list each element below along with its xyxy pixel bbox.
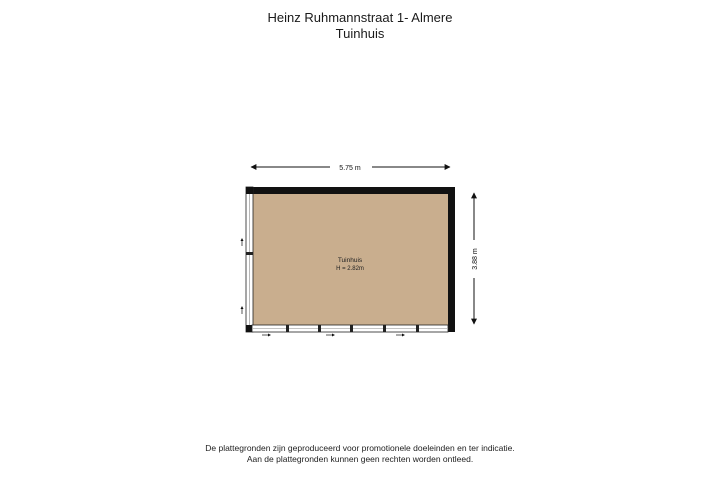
- disclaimer: [0, 443, 720, 465]
- width-dimension-label: 5.75 m: [339, 165, 361, 172]
- address-title: Heinz Ruhmannstraat 1- Almere: [267, 10, 453, 25]
- room-name-label: Tuinhuis: [337, 257, 363, 264]
- disclaimer-line-1: De plattegronden zijn geproduceerd voor promotionele doeleinden en ter indicatie.: [205, 443, 515, 453]
- sliding-arrow-bottom-2: [326, 334, 335, 337]
- sliding-arrow-left-upper: [241, 238, 244, 246]
- depth-dimension-label: 3.88 m: [472, 248, 479, 270]
- wall-top: [246, 187, 455, 194]
- disclaimer-line-2: Aan de plattegronden kunnen geen rechten worden ontleed.: [246, 454, 474, 464]
- wall-left-glazing: [246, 187, 253, 332]
- room-height-label: H = 2.82m: [336, 266, 364, 272]
- width-dimension: [251, 161, 450, 173]
- floor-title: Tuinhuis: [335, 26, 385, 41]
- wall-right: [448, 187, 455, 332]
- sliding-arrow-bottom-1: [262, 334, 271, 337]
- sliding-arrow-bottom-3: [396, 334, 405, 337]
- wall-bottom-glazing: [252, 325, 448, 332]
- depth-dimension: [468, 193, 480, 324]
- sliding-arrow-left-lower: [241, 306, 244, 314]
